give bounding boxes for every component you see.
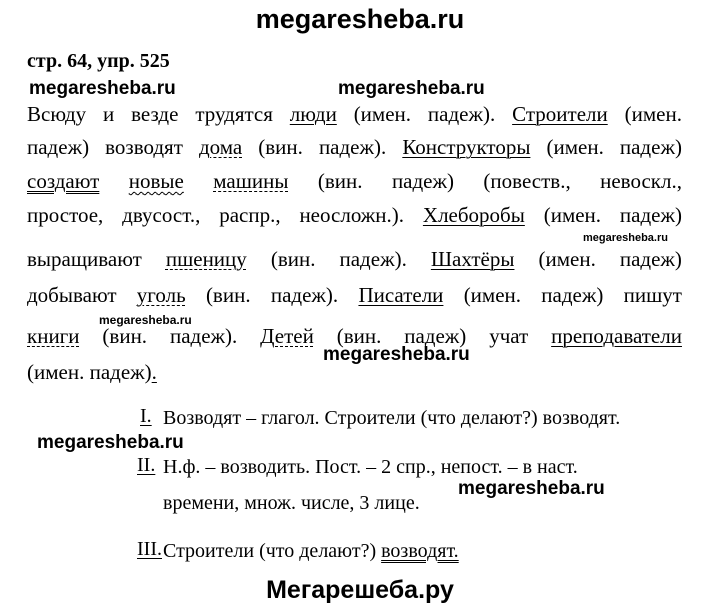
- predicate-word: создают: [27, 169, 100, 193]
- word: (имен.: [624, 102, 682, 126]
- word: возводят: [105, 135, 183, 159]
- analysis-number: II.: [137, 454, 156, 476]
- word: падеж).: [169, 324, 238, 348]
- watermark-top: megaresheba.ru: [255, 4, 465, 34]
- subject-word: Писатели: [358, 283, 444, 307]
- object-word: машины: [213, 169, 289, 193]
- word: падеж): [404, 324, 467, 348]
- text-line-5: [27, 246, 682, 272]
- word: падеж): [391, 169, 455, 193]
- object-word: дома: [198, 135, 243, 159]
- word: падеж): [541, 283, 604, 307]
- word: (имен.: [463, 283, 522, 307]
- sentence-end-mark: .: [151, 360, 157, 384]
- word: распр.,: [219, 203, 281, 227]
- analysis-text: времени, множ. числе, 3 лице.: [163, 492, 420, 514]
- word: двусост.,: [122, 203, 201, 227]
- analysis-phrase: Строители (что делают?): [163, 540, 382, 562]
- word: добывают: [27, 283, 117, 307]
- watermark: megaresheba.ru: [583, 232, 668, 244]
- word: выращивают: [27, 247, 142, 271]
- analysis-number: III.: [137, 538, 162, 560]
- watermark: megaresheba.ru: [99, 313, 192, 327]
- word: Всюду: [27, 102, 87, 126]
- object-word: уголь: [136, 283, 186, 307]
- word: (вин.: [336, 324, 382, 348]
- word: (вин.: [102, 324, 148, 348]
- word: (имен.: [353, 102, 412, 126]
- watermark-bottom: Мегарешеба.ру: [266, 576, 454, 604]
- word: простое,: [27, 203, 104, 227]
- word: падеж).: [339, 247, 407, 271]
- word: падеж).: [318, 135, 387, 159]
- word: падеж): [619, 247, 682, 271]
- word: падеж): [619, 203, 682, 227]
- word: (вин.: [258, 135, 303, 159]
- predicate-word: возводят.: [381, 540, 459, 562]
- analysis-number: I.: [140, 405, 152, 427]
- watermark: megaresheba.ru: [458, 478, 605, 499]
- word: (вин.: [270, 247, 316, 271]
- watermark: megaresheba.ru: [323, 344, 470, 365]
- word: невоскл.,: [600, 169, 682, 193]
- text-line-4: [27, 202, 682, 228]
- word: трудятся: [195, 102, 273, 126]
- watermark: megaresheba.ru: [29, 78, 176, 99]
- word: падеж): [27, 135, 90, 159]
- word: (имен.: [546, 135, 604, 159]
- word: пишут: [623, 283, 682, 307]
- text-line-8: [27, 359, 682, 385]
- word: (имен. падеж): [27, 360, 152, 384]
- word: неосложн.).: [299, 203, 405, 227]
- object-word: книги: [27, 324, 80, 348]
- word: (повеств.,: [483, 169, 571, 193]
- subject-word: Хлеборобы: [422, 203, 525, 227]
- analysis-text: Н.ф. – возводить. Пост. – 2 спр., непост. – в наст.: [163, 456, 578, 478]
- watermark: megaresheba.ru: [338, 78, 485, 99]
- object-word: пшеницу: [165, 247, 247, 271]
- watermark: megaresheba.ru: [37, 432, 184, 453]
- subject-word: преподаватели: [551, 324, 682, 348]
- subject-word: Шахтёры: [430, 247, 515, 271]
- word: падеж).: [270, 283, 339, 307]
- word: везде: [131, 102, 179, 126]
- subject-word: люди: [289, 102, 337, 126]
- exercise-heading: стр. 64, упр. 525: [27, 50, 170, 72]
- subject-word: Конструкторы: [402, 135, 531, 159]
- subject-word: Строители: [512, 102, 608, 126]
- word: (имен.: [538, 247, 596, 271]
- word: падеж): [619, 135, 682, 159]
- word: падеж).: [427, 102, 496, 126]
- word: и: [103, 102, 115, 126]
- word: (вин.: [317, 169, 363, 193]
- text-line-2: [27, 134, 682, 160]
- text-line-1: [27, 101, 682, 127]
- text-line-3: [27, 168, 682, 194]
- text-line-6: [27, 282, 682, 308]
- analysis-text: Возводят – глагол. Строители (что делают?) возводят.: [163, 407, 621, 429]
- word: учат: [489, 324, 529, 348]
- attribute-word: новые: [128, 169, 184, 193]
- object-word: Детей: [260, 324, 314, 348]
- word: (имен.: [543, 203, 602, 227]
- analysis-text: [163, 538, 459, 564]
- word: (вин.: [205, 283, 251, 307]
